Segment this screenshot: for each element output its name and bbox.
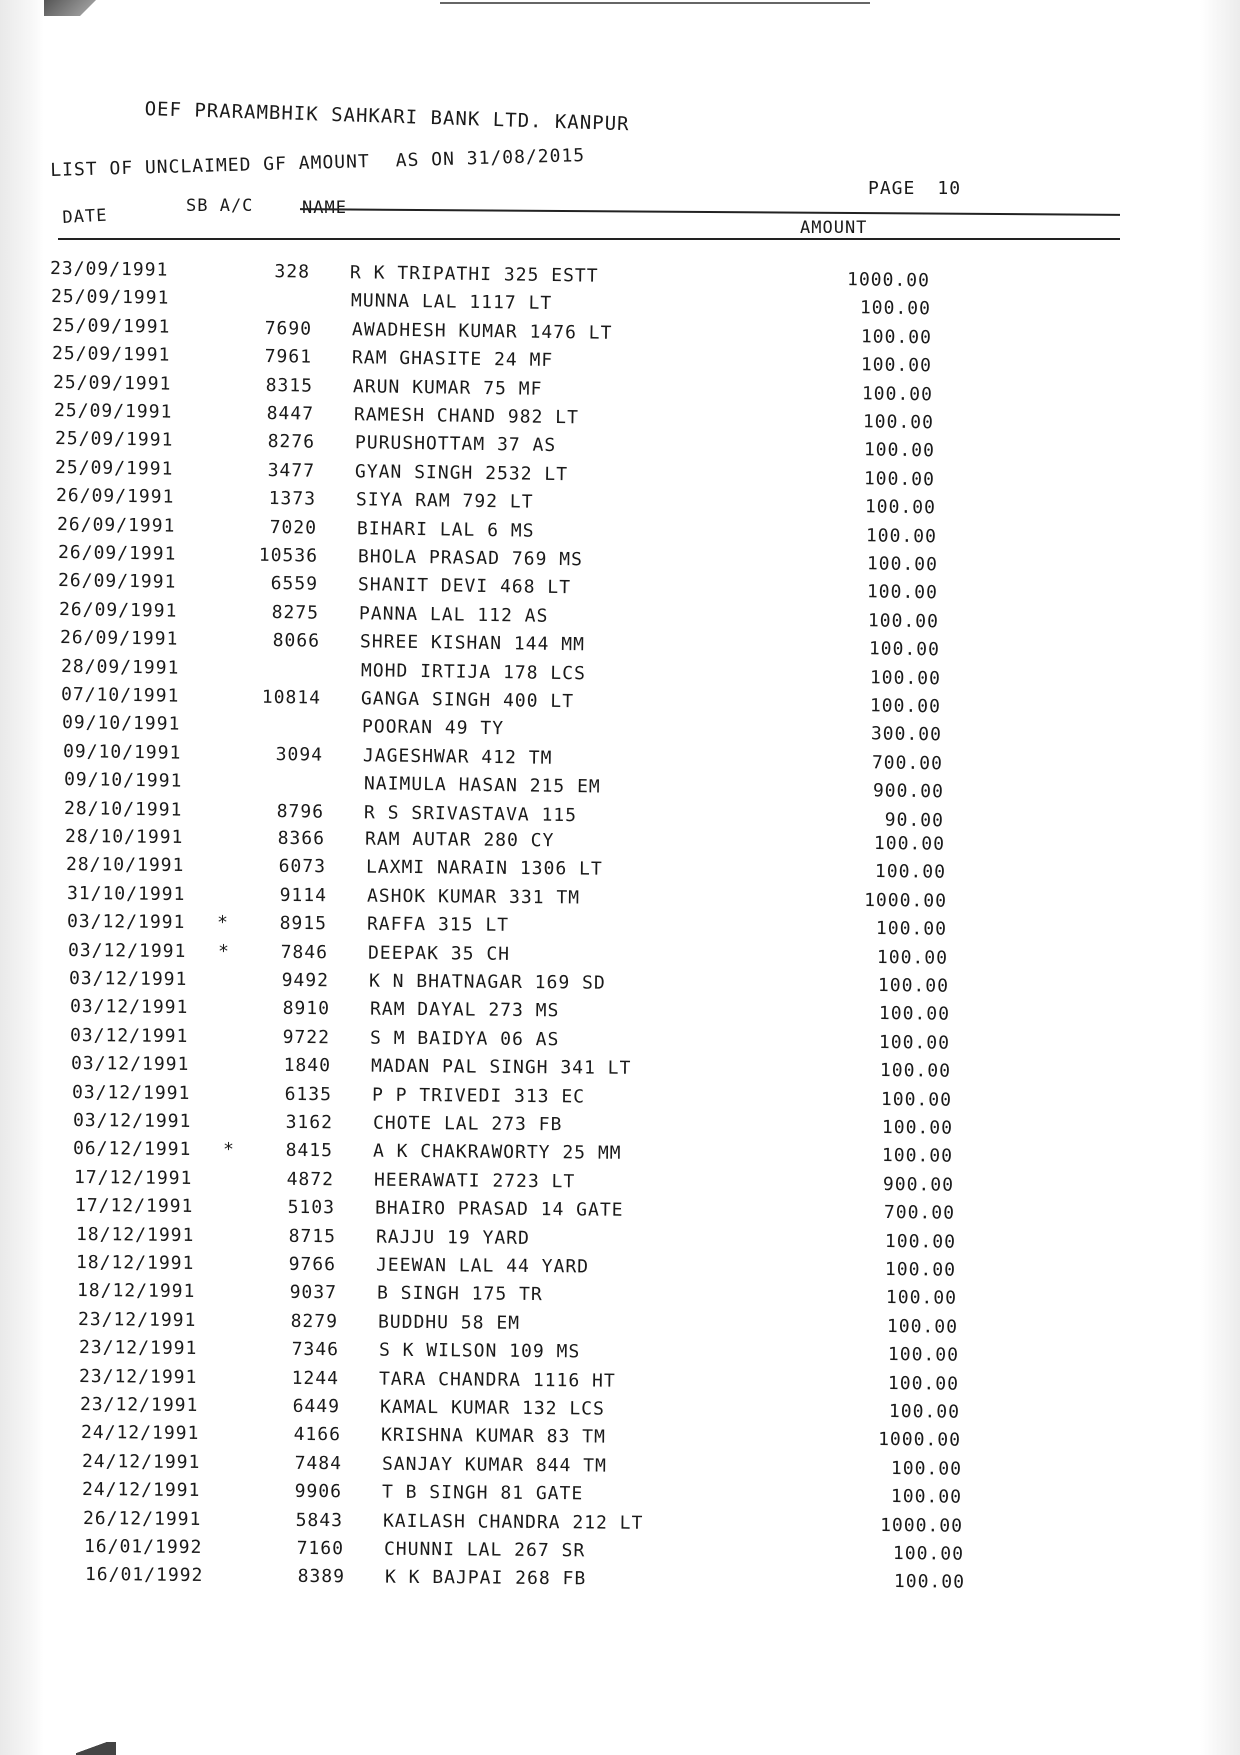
row-amount: 100.00: [860, 326, 932, 349]
table-row: [71, 1053, 971, 1085]
page-label: PAGE: [868, 178, 916, 199]
row-amount: 100.00: [864, 496, 937, 519]
table-row: [76, 1252, 976, 1284]
row-name: S M BAIDYA 06 AS: [370, 1027, 560, 1051]
row-date: 24/12/1991: [82, 1479, 201, 1502]
table-row: [84, 1536, 984, 1568]
row-name: NAIMULA HASAN 215 EM: [363, 773, 601, 798]
table-row: [81, 1422, 981, 1454]
row-date: 25/09/1991: [52, 343, 171, 366]
row-sb-account: 9722: [282, 1026, 331, 1049]
row-flag-star: *: [217, 940, 230, 963]
table-row: [66, 883, 966, 915]
table-row: [83, 1508, 983, 1540]
row-date: 26/12/1991: [82, 1507, 202, 1530]
row-date: 25/09/1991: [55, 456, 174, 480]
row-date: 17/12/1991: [74, 1195, 194, 1218]
row-date: 26/09/1991: [58, 598, 178, 622]
row-date: 28/10/1991: [64, 826, 184, 849]
row-sb-account: 1373: [268, 488, 317, 510]
row-name: BIHARI LAL 6 MS: [356, 517, 535, 542]
row-date: 03/12/1991: [70, 1024, 189, 1047]
row-sb-account: [224, 771, 324, 772]
row-sb-account: 9766: [288, 1253, 337, 1276]
row-sb-account: 6135: [284, 1083, 332, 1105]
row-date: 03/12/1991: [67, 911, 186, 934]
row-amount: 300.00: [870, 723, 943, 746]
row-sb-account: 4872: [286, 1168, 335, 1191]
row-date: 25/09/1991: [52, 371, 172, 395]
row-sb-account: 8276: [266, 431, 315, 454]
table-row: [78, 1309, 978, 1341]
row-date: 03/12/1991: [67, 939, 187, 962]
row-amount: 700.00: [883, 1202, 955, 1224]
row-date: 25/09/1991: [51, 314, 171, 338]
column-header-sb-ac: SB A/C: [186, 196, 254, 216]
row-date: 09/10/1991: [63, 769, 183, 792]
row-sb-account: 6073: [278, 856, 326, 878]
row-amount: 100.00: [879, 1060, 952, 1082]
row-date: 23/12/1991: [78, 1337, 197, 1360]
row-name: K N BHATNAGAR 169 SD: [368, 970, 606, 994]
table-row: [73, 1138, 973, 1170]
row-name: SHANIT DEVI 468 LT: [358, 574, 572, 599]
row-name: RAM GHASITE 24 MF: [352, 347, 554, 372]
row-date: 28/10/1991: [65, 854, 185, 877]
row-name: LAXMI NARAIN 1306 LT: [365, 857, 603, 881]
row-amount: 100.00: [891, 1486, 963, 1508]
row-name: R K TRIPATHI 325 ESTT: [349, 262, 599, 287]
row-name: BUDDHU 58 EM: [377, 1311, 520, 1334]
row-sb-account: 8389: [297, 1566, 345, 1588]
row-amount: 100.00: [893, 1571, 965, 1594]
row-sb-account: 9906: [294, 1481, 343, 1503]
row-date: 25/09/1991: [54, 428, 174, 452]
row-date: 26/09/1991: [59, 627, 179, 650]
row-date: 03/12/1991: [71, 1081, 191, 1104]
row-amount: 100.00: [862, 411, 934, 434]
row-name: PURUSHOTTAM 37 AS: [354, 432, 556, 457]
row-name: K K BAJPAI 268 FB: [384, 1567, 586, 1590]
row-sb-account: 9037: [289, 1282, 338, 1304]
row-date: 26/09/1991: [55, 485, 175, 508]
row-name: CHOTE LAL 273 FB: [372, 1112, 562, 1136]
row-date: 03/12/1991: [69, 996, 188, 1019]
row-amount: 100.00: [880, 1088, 952, 1111]
row-sb-account: 8415: [285, 1140, 334, 1162]
row-amount: 1000.00: [877, 1429, 961, 1452]
as-on-date: AS ON 31/08/2015: [395, 145, 586, 172]
row-sb-account: 6449: [292, 1395, 341, 1418]
row-name: RAJJU 19 YARD: [375, 1226, 530, 1249]
row-amount: 100.00: [876, 918, 948, 940]
row-date: 18/12/1991: [76, 1252, 195, 1275]
row-date: 26/09/1991: [58, 570, 177, 594]
row-name: AWADHESH KUMAR 1476 LT: [351, 318, 613, 344]
row-date: 24/12/1991: [80, 1422, 200, 1445]
row-date: 25/09/1991: [50, 286, 170, 310]
row-flag-star: *: [223, 1139, 236, 1161]
row-date: 06/12/1991: [73, 1138, 192, 1161]
table-row: [72, 1110, 972, 1142]
row-date: 24/12/1991: [81, 1450, 200, 1473]
row-date: 23/12/1991: [77, 1308, 197, 1331]
row-name: S K WILSON 109 MS: [378, 1339, 580, 1363]
row-amount: 900.00: [882, 1173, 955, 1196]
table-row: [66, 854, 966, 886]
row-sb-account: 7961: [264, 346, 313, 368]
row-date: 18/12/1991: [75, 1223, 194, 1246]
row-amount: 100.00: [888, 1372, 960, 1395]
row-sb-account: 7484: [294, 1452, 342, 1475]
row-name: JEEWAN LAL 44 YARD: [376, 1254, 590, 1278]
row-date: 16/01/1992: [84, 1564, 203, 1587]
row-amount: 100.00: [886, 1315, 958, 1338]
column-header-name: NAME: [302, 198, 347, 218]
row-date: 28/10/1991: [64, 797, 183, 821]
row-sb-account: 8796: [276, 800, 325, 823]
row-name: A K CHAKRAWORTY 25 MM: [373, 1141, 622, 1165]
table-row: [68, 940, 968, 972]
row-sb-account: 328: [274, 261, 311, 283]
column-header-date: DATE: [62, 205, 108, 228]
table-row: [74, 1167, 974, 1199]
row-date: 03/12/1991: [72, 1110, 191, 1133]
row-amount: 100.00: [866, 553, 938, 576]
table-row: [72, 1082, 972, 1114]
row-name: DEEPAK 35 CH: [367, 942, 511, 965]
row-date: 31/10/1991: [66, 882, 185, 905]
row-name: CHUNNI LAL 267 SR: [383, 1538, 586, 1562]
row-amount: 100.00: [870, 695, 942, 718]
row-amount: 100.00: [859, 297, 931, 320]
row-date: 03/12/1991: [70, 1053, 190, 1076]
table-row: [77, 1280, 977, 1312]
row-date: 03/12/1991: [68, 968, 188, 991]
row-name: BHOLA PRASAD 769 MS: [357, 546, 583, 571]
row-date: 16/01/1992: [83, 1536, 203, 1559]
row-amount: 100.00: [861, 382, 934, 405]
table-row: [75, 1224, 975, 1256]
bank-name-heading: OEF PRARAMBHIK SAHKARI BANK LTD. KANPUR: [144, 98, 630, 136]
row-name: KAMAL KUMAR 132 LCS: [379, 1396, 605, 1420]
row-amount: 100.00: [878, 1003, 950, 1026]
row-date: 09/10/1991: [62, 740, 182, 764]
row-name: P P TRIVEDI 313 EC: [371, 1084, 585, 1108]
row-amount: 100.00: [885, 1259, 957, 1281]
row-name: RAFFA 315 LT: [367, 913, 510, 937]
row-amount: 900.00: [872, 780, 944, 803]
table-row: [82, 1479, 982, 1511]
row-sb-account: 7846: [280, 941, 329, 963]
row-amount: 100.00: [877, 975, 949, 997]
table-row: [67, 911, 967, 943]
table-row: [69, 968, 969, 1000]
row-name: GANGA SINGH 400 LT: [361, 688, 575, 713]
row-name: TARA CHANDRA 1116 HT: [379, 1368, 617, 1392]
row-sb-account: 8447: [266, 402, 314, 425]
row-amount: 100.00: [864, 468, 936, 491]
row-name: BHAIRO PRASAD 14 GATE: [374, 1197, 624, 1221]
row-date: 09/10/1991: [61, 712, 181, 736]
row-date: 26/09/1991: [56, 513, 176, 537]
row-flag-star: *: [217, 912, 230, 934]
row-amount: 100.00: [869, 666, 941, 689]
row-sb-account: 8910: [282, 998, 330, 1020]
row-name: MOHD IRTIJA 178 LCS: [360, 659, 586, 684]
row-sb-account: 8715: [288, 1225, 336, 1247]
row-date: 07/10/1991: [61, 684, 180, 707]
row-sb-account: [221, 658, 321, 659]
row-amount: 100.00: [887, 1344, 959, 1366]
row-sb-account: 3094: [275, 743, 323, 766]
row-sb-account: 8315: [265, 374, 314, 397]
row-sb-account: [211, 289, 311, 290]
row-name: SANJAY KUMAR 844 TM: [381, 1453, 607, 1477]
row-name: PANNA LAL 112 AS: [358, 602, 549, 627]
row-amount: 100.00: [890, 1457, 962, 1480]
table-row: [80, 1394, 980, 1426]
list-title-text: LIST OF UNCLAIMED GF AMOUNT: [50, 151, 371, 181]
row-name: MUNNA LAL 1117 LT: [350, 290, 553, 315]
row-sb-account: [222, 715, 322, 716]
table-row: [78, 1337, 978, 1369]
row-amount: 100.00: [876, 946, 949, 969]
row-date: 23/12/1991: [79, 1365, 198, 1388]
row-name: RAM AUTAR 280 CY: [364, 828, 555, 852]
row-sb-account: 8366: [277, 827, 326, 850]
row-sb-account: 1244: [291, 1367, 340, 1389]
row-sb-account: 10814: [261, 686, 322, 709]
row-amount: 100.00: [863, 439, 935, 462]
row-date: 26/09/1991: [57, 542, 177, 565]
row-name: KAILASH CHANDRA 212 LT: [382, 1510, 644, 1534]
row-date: 28/09/1991: [60, 655, 180, 679]
row-sb-account: 3477: [267, 459, 316, 482]
row-amount: 100.00: [865, 524, 937, 547]
row-name: T B SINGH 81 GATE: [382, 1481, 584, 1505]
row-sb-account: 5843: [295, 1509, 344, 1531]
row-sb-account: 5103: [287, 1197, 335, 1219]
row-amount: 100.00: [888, 1401, 961, 1423]
row-amount: 100.00: [881, 1117, 953, 1139]
row-sb-account: 10536: [258, 544, 318, 567]
row-name: R S SRIVASTAVA 115: [364, 801, 578, 826]
row-sb-account: 8915: [279, 913, 328, 935]
row-amount: 1000.00: [863, 889, 947, 912]
row-amount: 100.00: [868, 638, 940, 661]
row-amount: 700.00: [871, 752, 943, 775]
row-date: 18/12/1991: [76, 1280, 196, 1303]
table-row: [81, 1451, 981, 1483]
row-sb-account: 9114: [279, 884, 327, 907]
row-date: 23/09/1991: [49, 258, 169, 281]
row-name: ARUN KUMAR 75 MF: [352, 375, 543, 400]
row-sb-account: 7020: [269, 516, 317, 539]
row-name: ASHOK KUMAR 331 TM: [366, 885, 580, 909]
row-sb-account: 9492: [281, 969, 329, 992]
row-date: 25/09/1991: [53, 400, 173, 423]
row-amount: 100.00: [892, 1543, 964, 1565]
row-name: HEERAWATI 2723 LT: [373, 1169, 576, 1193]
table-row: [69, 996, 969, 1028]
row-name: POORAN 49 TY: [361, 716, 505, 740]
row-sb-account: 6559: [270, 573, 319, 596]
row-sb-account: 4166: [293, 1424, 341, 1446]
row-sb-account: 8066: [272, 630, 320, 652]
table-row: [70, 1025, 970, 1057]
row-sb-account: 7160: [296, 1537, 344, 1560]
row-sb-account: 3162: [285, 1111, 333, 1134]
row-name: B SINGH 175 TR: [376, 1283, 543, 1306]
row-amount: 100.00: [882, 1145, 954, 1168]
table-row: [75, 1195, 975, 1227]
row-name: RAMESH CHAND 982 LT: [353, 404, 579, 429]
row-sb-account: 7690: [263, 317, 312, 340]
row-amount: 90.00: [884, 809, 945, 831]
page-number: 10: [937, 178, 962, 199]
row-amount: 100.00: [867, 610, 940, 633]
row-name: RAM DAYAL 273 MS: [369, 999, 559, 1022]
row-name: SIYA RAM 792 LT: [355, 489, 534, 513]
row-amount: 100.00: [879, 1031, 951, 1054]
row-date: 17/12/1991: [73, 1166, 193, 1189]
row-date: 23/12/1991: [79, 1394, 199, 1417]
row-amount: 100.00: [861, 354, 933, 377]
row-name: JAGESHWAR 412 TM: [362, 744, 553, 769]
row-name: KRISHNA KUMAR 83 TM: [380, 1425, 606, 1448]
row-amount: 100.00: [874, 861, 946, 884]
row-amount: 100.00: [873, 833, 946, 855]
row-amount: 100.00: [867, 581, 939, 604]
row-sb-account: 7346: [291, 1339, 339, 1361]
row-name: SHREE KISHAN 144 MM: [359, 631, 585, 656]
row-amount: 100.00: [884, 1230, 956, 1253]
row-name: MADAN PAL SINGH 341 LT: [370, 1055, 632, 1080]
row-amount: 1000.00: [880, 1514, 964, 1537]
column-header-amount: AMOUNT: [800, 218, 868, 238]
row-sb-account: 1840: [283, 1055, 332, 1077]
row-name: GYAN SINGH 2532 LT: [355, 460, 569, 485]
table-row: [79, 1366, 979, 1398]
row-amount: 100.00: [885, 1287, 958, 1310]
row-sb-account: 8279: [290, 1310, 338, 1333]
row-sb-account: 8275: [271, 601, 320, 624]
table-row: [84, 1564, 984, 1596]
row-amount: 1000.00: [846, 269, 931, 292]
